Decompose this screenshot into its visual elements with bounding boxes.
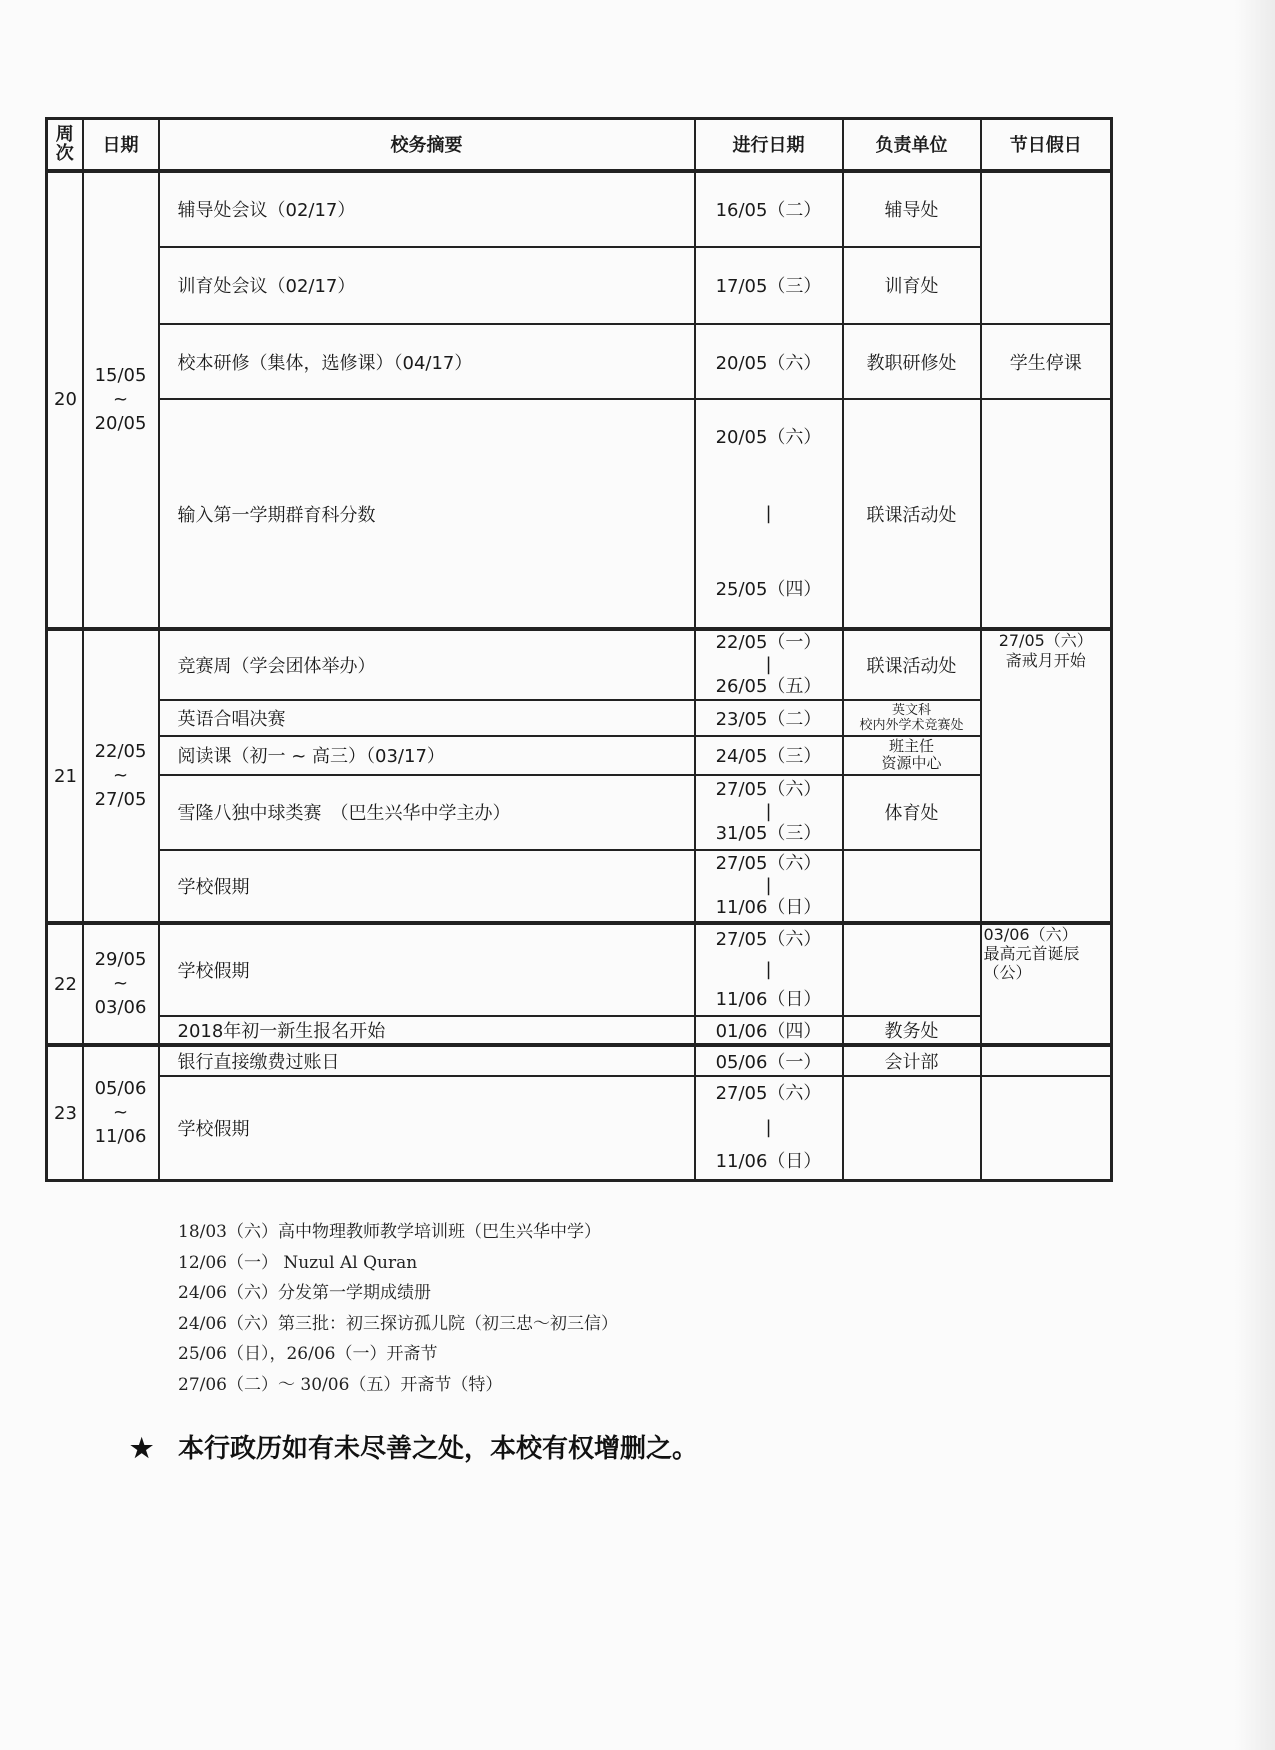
header-week-label: 周 次 — [55, 124, 74, 165]
unit-line-b: 资源中心 — [881, 754, 942, 773]
run-date-cell: 17/05（三） — [695, 247, 843, 324]
run-date-from: 27/05（六） — [715, 1082, 822, 1104]
week-date-from: 29/05 — [94, 949, 147, 971]
holiday-cell — [981, 1076, 1112, 1181]
summary-cell: 学校假期 — [159, 1076, 695, 1181]
run-date-from: 27/05（六） — [715, 852, 822, 874]
note-item: 24/06（六）分发第一学期成绩册 — [178, 1283, 431, 1303]
run-date-cell: 01/06（四） — [695, 1016, 843, 1045]
run-date-sep: | — [765, 654, 772, 676]
week-date-from: 05/06 — [94, 1078, 147, 1100]
note-item: 24/06（六）第三批：初三探访孤儿院（初三忠～初三信） — [178, 1313, 618, 1334]
run-date-to: 11/06（日） — [715, 1150, 822, 1172]
week-number: 23 — [47, 1045, 83, 1180]
unit-cell: 联课活动处 — [843, 629, 981, 700]
holiday-name: 最高元首诞辰 — [983, 944, 1080, 964]
run-date-cell: 20/05（六） — [695, 324, 843, 399]
table-row — [47, 247, 1112, 324]
week-date-to: 20/05 — [94, 412, 147, 434]
table-row — [47, 171, 1112, 247]
summary-cell: 竞赛周（学会团体举办） — [159, 629, 695, 700]
summary-cell: 阅读课（初一 ~ 高三）（03/17） — [159, 736, 695, 774]
table-row — [47, 923, 1112, 1016]
run-date-cell: 16/05（二） — [695, 171, 843, 247]
run-date-range-cell — [695, 629, 843, 700]
run-date-from: 27/05（六） — [715, 929, 822, 951]
notes-list — [178, 1217, 618, 1400]
school-calendar-table — [45, 117, 1113, 1182]
table-row — [47, 1016, 1112, 1045]
table-row — [47, 736, 1112, 774]
run-date-to: 11/06（日） — [715, 989, 822, 1011]
scan-edge-shadow — [1235, 0, 1275, 1750]
week-date-tilde: ~ — [112, 765, 129, 787]
run-date-sep: | — [765, 502, 772, 524]
week-date-range — [83, 171, 159, 630]
unit-cell — [843, 700, 981, 736]
header-unit: 负责单位 — [843, 119, 981, 171]
summary-cell: 2018年初一新生报名开始 — [159, 1016, 695, 1045]
run-date-range-cell — [695, 850, 843, 923]
week-date-tilde: ~ — [112, 388, 129, 410]
holiday-cell — [981, 399, 1112, 629]
table-row — [47, 1076, 1112, 1181]
holiday-cell: 学生停课 — [981, 324, 1112, 399]
table-row — [47, 629, 1112, 700]
run-date-sep: | — [765, 1116, 772, 1138]
run-date-from: 22/05（一） — [715, 632, 822, 654]
week-date-to: 03/06 — [94, 997, 147, 1019]
header-week — [47, 119, 83, 171]
run-date-range-cell — [695, 775, 843, 850]
note-item: 18/03（六）高中物理教师教学培训班（巴生兴华中学） — [178, 1222, 601, 1242]
star-icon: ★ — [130, 1434, 154, 1464]
holiday-cell — [981, 629, 1112, 923]
summary-cell: 学校假期 — [159, 923, 695, 1016]
header-holiday: 节日假日 — [981, 119, 1112, 171]
unit-cell: 会计部 — [843, 1045, 981, 1075]
disclaimer-text: 本行政历如有未尽善之处，本校有权增删之。 — [178, 1434, 699, 1464]
footer-disclaimer — [130, 1428, 698, 1465]
note-item: 12/06（一） Nuzul Al Quran — [178, 1252, 418, 1273]
run-date-sep: | — [765, 801, 772, 823]
week-date-tilde: ~ — [112, 1102, 129, 1124]
note-item: 27/06（二）～ 30/06（五）开斋节（特） — [178, 1374, 503, 1395]
run-date-to: 11/06（日） — [715, 896, 822, 918]
table-row — [47, 324, 1112, 399]
run-date-from: 27/05（六） — [715, 779, 822, 801]
summary-cell: 雪隆八独中球类赛 （巴生兴华中学主办） — [159, 775, 695, 850]
holiday-cell — [981, 1045, 1112, 1075]
header-run-date: 进行日期 — [695, 119, 843, 171]
week-number: 21 — [47, 629, 83, 923]
run-date-to: 26/05（五） — [715, 676, 822, 698]
week-date-range — [83, 629, 159, 923]
holiday-date: 27/05（六） — [998, 631, 1093, 651]
unit-cell: 教务处 — [843, 1016, 981, 1045]
unit-line-b: 校内外学术竞赛处 — [859, 718, 964, 734]
header-date: 日期 — [83, 119, 159, 171]
summary-cell: 校本研修（集体，选修课）（04/17） — [159, 324, 695, 399]
unit-cell: 联课活动处 — [843, 399, 981, 629]
run-date-range-cell — [695, 399, 843, 629]
unit-cell — [843, 923, 981, 1016]
unit-cell: 训育处 — [843, 247, 981, 324]
run-date-sep: | — [765, 959, 772, 981]
unit-cell: 体育处 — [843, 775, 981, 850]
table-row — [47, 700, 1112, 736]
header-summary: 校务摘要 — [159, 119, 695, 171]
summary-cell: 训育处会议（02/17） — [159, 247, 695, 324]
run-date-cell: 23/05（二） — [695, 700, 843, 736]
table-row — [47, 775, 1112, 850]
week-date-to: 27/05 — [94, 789, 147, 811]
table-row — [47, 850, 1112, 923]
run-date-sep: | — [765, 874, 772, 896]
unit-cell: 辅导处 — [843, 171, 981, 247]
summary-cell: 输入第一学期群育科分数 — [159, 399, 695, 629]
week-date-from: 22/05 — [94, 741, 147, 763]
unit-cell: 教职研修处 — [843, 324, 981, 399]
summary-cell: 辅导处会议（02/17） — [159, 171, 695, 247]
run-date-cell: 05/06（一） — [695, 1045, 843, 1075]
unit-cell — [843, 850, 981, 923]
run-date-range-cell — [695, 923, 843, 1016]
holiday-date: 03/06（六） — [983, 925, 1078, 945]
holiday-note: （公） — [983, 963, 1032, 983]
week-date-to: 11/06 — [94, 1126, 147, 1148]
table-row — [47, 1045, 1112, 1075]
week-date-range — [83, 1045, 159, 1180]
note-item: 25/06（日），26/06（一）开斋节 — [178, 1344, 438, 1364]
week-date-from: 15/05 — [94, 364, 147, 386]
unit-line-a: 英文科 — [891, 703, 931, 719]
week-date-range — [83, 923, 159, 1045]
table-row — [47, 399, 1112, 629]
run-date-cell: 24/05（三） — [695, 736, 843, 774]
week-number: 22 — [47, 923, 83, 1045]
summary-cell: 银行直接缴费过账日 — [159, 1045, 695, 1075]
unit-cell — [843, 1076, 981, 1181]
run-date-range-cell — [695, 1076, 843, 1181]
week-number: 20 — [47, 171, 83, 630]
run-date-from: 20/05（六） — [715, 426, 822, 448]
summary-cell: 学校假期 — [159, 850, 695, 923]
holiday-cell — [981, 923, 1112, 1045]
holiday-name: 斋戒月开始 — [1005, 651, 1086, 671]
holiday-cell — [981, 171, 1112, 325]
run-date-to: 25/05（四） — [715, 578, 822, 600]
unit-cell — [843, 736, 981, 774]
week-date-tilde: ~ — [112, 973, 129, 995]
run-date-to: 31/05（三） — [715, 823, 822, 845]
summary-cell: 英语合唱决赛 — [159, 700, 695, 736]
unit-line-a: 班主任 — [888, 737, 934, 756]
header-row — [47, 119, 1112, 171]
